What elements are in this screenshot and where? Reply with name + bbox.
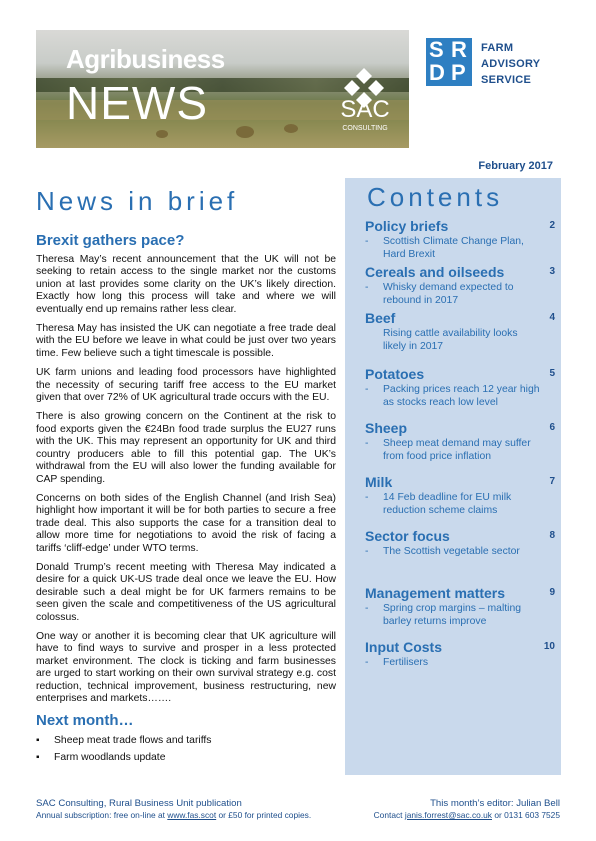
- contents-entry-cereals[interactable]: [365, 264, 555, 307]
- main-article: [36, 232, 336, 769]
- article-paragraph: Theresa May has insisted the UK can negotiate a free trade deal with the EU before we leave in what could be just over two years time. Few believe such a tight timescale is possible.: [36, 323, 336, 359]
- fas-website-link[interactable]: www.fas.scot: [167, 810, 217, 820]
- contents-entry-heading: Milk: [365, 474, 393, 490]
- contents-entry-milk[interactable]: [365, 474, 555, 517]
- article-paragraph: Donald Trump’s recent meeting with Theresa May indicated a desire for a quick UK-US trade deal once we leave the EU. How desirable such a deal might be for UK farmers remains to be seen given the scale and competitiveness of the US agricultural colossus.: [36, 561, 336, 623]
- contents-entry-heading: Sector focus: [365, 528, 450, 544]
- article-title: Brexit gathers pace?: [36, 232, 185, 249]
- contents-page-number: 7: [549, 476, 555, 487]
- contents-entry-beef[interactable]: [365, 310, 555, 353]
- list-item: ▪ Sheep meat trade flows and tariffs: [36, 735, 336, 747]
- contents-entry-heading: Potatoes: [365, 366, 425, 382]
- contents-entry-desc: - Spring crop margins – malting barley returns improve: [365, 603, 522, 627]
- contents-page-number: 4: [549, 312, 555, 323]
- hay-bale-icon: [156, 130, 168, 138]
- next-month-heading: Next month…: [36, 712, 134, 730]
- article-paragraph: UK farm unions and leading food processors have highlighted the necessity of securing tariff free access to the EU market given that over 72% of UK agricultural trade occurs with the EU.: [36, 367, 336, 404]
- sac-name: SAC: [340, 96, 390, 123]
- contents-entry-desc: - Fertilisers: [365, 657, 429, 668]
- contents-entry-heading: Beef: [365, 310, 396, 326]
- dash: -: [365, 438, 369, 449]
- contents-page-number: 8: [549, 530, 555, 541]
- fas-line-2: ADVISORY: [481, 58, 541, 70]
- contents-entry-potatoes[interactable]: [365, 366, 555, 409]
- sac-consulting-label: CONSULTING: [342, 125, 388, 132]
- contents-entry-desc: - The Scottish vegetable sector: [365, 546, 520, 557]
- dash: -: [365, 282, 369, 293]
- srdp-letter-p: P: [451, 60, 466, 85]
- header-banner-image: [36, 30, 409, 148]
- article-paragraph: One way or another it is becoming clear that UK agriculture will have to find ways to survive and prosper in a less protected market environment. The clock is ticking and farm businesses are urged to start working on their own survival strategy e.g. cost reduction, technical improvement, business restructuring, new enterprises and markets…….: [36, 630, 336, 704]
- dash: -: [365, 492, 369, 503]
- contact-line: Contact janis.forrest@sac.co.uk or 0131 603 7525: [373, 810, 560, 820]
- contents-title: Contents: [367, 182, 504, 212]
- contents-page-number: 2: [549, 220, 555, 231]
- contents-entry-desc: - Whisky demand expected to rebound in 2017: [365, 282, 514, 306]
- contents-entry-heading: Sheep: [365, 420, 408, 436]
- dash: -: [365, 236, 369, 247]
- srdp-logo: [426, 38, 472, 86]
- publisher-line: SAC Consulting, Rural Business Unit publication: [36, 798, 242, 809]
- contents-entry-management-matters[interactable]: [365, 585, 555, 628]
- dash: -: [365, 603, 369, 614]
- contents-entry-desc: - Sheep meat demand may suffer from food price inflation: [365, 438, 531, 462]
- contents-entry-sector-focus[interactable]: [365, 528, 555, 558]
- contents-entry-heading: Cereals and oilseeds: [365, 264, 505, 280]
- page-title: News in brief: [36, 186, 239, 216]
- dash: -: [365, 546, 369, 557]
- contents-panel: [345, 178, 561, 775]
- article-paragraph: Concerns on both sides of the English Channel (and Irish Sea) highlight how important it will be for both parties to secure a free trade deal. This also supports the case for a transition deal to allow more time for negotiations to avoid the risk of facing a tariffs ‘cliff-edge’ under WTO terms.: [36, 492, 336, 554]
- contact-email-link[interactable]: janis.forrest@sac.co.uk: [404, 810, 492, 820]
- contents-entry-sheep[interactable]: [365, 420, 555, 463]
- srdp-letter-d: D: [429, 60, 445, 85]
- contents-page-number: 3: [549, 266, 555, 277]
- hay-bale-icon: [236, 126, 254, 138]
- contents-entry-desc: Rising cattle availability looks likely in 2017: [383, 328, 518, 352]
- article-paragraph: There is also growing concern on the Continent at the risk to food exports given the €24Bn food trade surplus the EU27 runs with the UK. This may represent an opportunity for UK and third country producers able to fill this potential gap. The UK’s withdrawal from the EU will also lower the funding available for CAP spending.: [36, 411, 336, 485]
- list-item: ▪ Farm woodlands update: [36, 752, 336, 764]
- contents-page-number: 9: [549, 587, 555, 598]
- editor-line: This month’s editor: Julian Bell: [430, 798, 560, 809]
- brand-news: NEWS: [66, 77, 208, 129]
- issue-date: February 2017: [478, 160, 553, 172]
- contents-entry-policy-briefs[interactable]: [365, 218, 555, 261]
- contents-entry-heading: Input Costs: [365, 639, 442, 655]
- next-month-list: [36, 735, 336, 764]
- fas-line-1: FARM: [481, 42, 514, 54]
- srdp-letter-s: S: [429, 37, 444, 62]
- contents-entry-heading: Policy briefs: [365, 218, 449, 234]
- contents-page-number: 6: [549, 422, 555, 433]
- contents-page-number: 5: [549, 368, 555, 379]
- subscription-line: Annual subscription: free on-line at www.fas.scot or £50 for printed copies.: [36, 810, 312, 820]
- contents-entry-input-costs[interactable]: [365, 639, 555, 669]
- srdp-letter-r: R: [451, 37, 467, 62]
- contents-entry-desc: - Scottish Climate Change Plan, Hard Brexit: [365, 236, 524, 260]
- brand-agribusiness: Agribusiness: [66, 44, 225, 74]
- contents-entry-desc: - 14 Feb deadline for EU milk reduction scheme claims: [365, 492, 512, 516]
- hay-bale-icon: [284, 124, 298, 133]
- contents-entry-desc: - Packing prices reach 12 year high as stocks reach low level: [365, 384, 540, 408]
- fas-line-3: SERVICE: [481, 74, 532, 86]
- farm-advisory-service-label: [481, 40, 540, 88]
- contents-entry-heading: Management matters: [365, 585, 506, 601]
- contents-page-number: 10: [543, 641, 555, 652]
- article-paragraph: Theresa May’s recent announcement that the UK will not be seeking to retain access to the single market nor the customs union at last provides some clarity on the UK’s likely direction. Exactly how long this process will take and where we will eventually end up remains rather less clear.: [36, 254, 336, 315]
- dash: -: [365, 657, 369, 668]
- dash: -: [365, 384, 369, 395]
